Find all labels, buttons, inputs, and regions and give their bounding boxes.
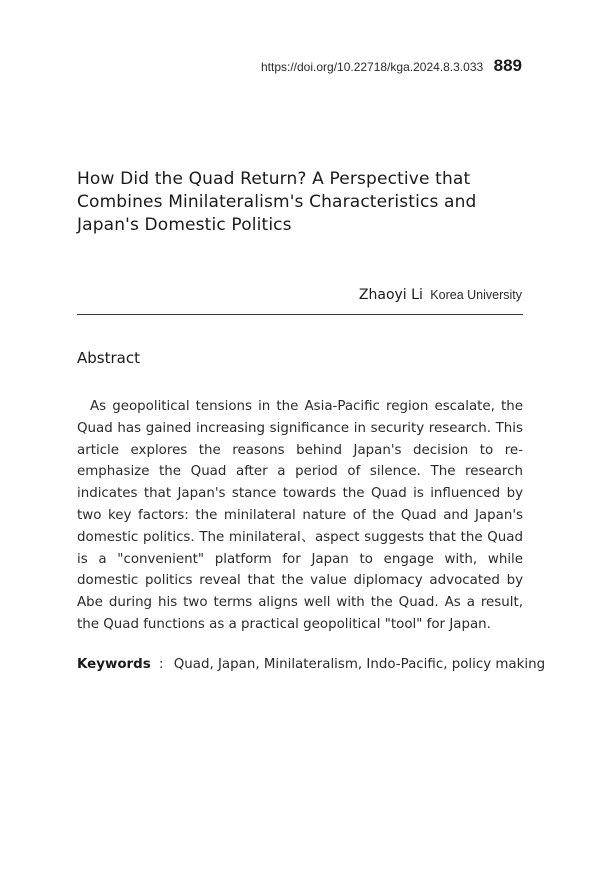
keywords-separator: : [158,657,164,672]
keywords-line [77,657,546,672]
keywords-values: Quad, Japan, Minilateralism, Indo-Pacific, policy making [173,657,546,672]
page-number: 889 [493,56,522,75]
abstract-body: As geopolitical tensions in the Asia-Pacific region escalate, the Quad has gained increasing significance in security research. This article explores the reasons behind Japan's decision to re-emphasize the Quad after a period of silence. The research indicates that Japan's stance towards the Quad is influenced by two key factors: the minilateral nature of the Quad and Japan's domestic politics. The minilateral、aspect suggests that the Quad is a "convenient" platform for Japan to engage with, while domestic politics reveal that the value diplomacy advocated by Abe during his two terms aligns well with the Quad. As a result, the Quad functions as a practical geopolitical "tool" for Japan. [77,399,523,632]
doi-link[interactable]: https://doi.org/10.22718/kga.2024.8.3.033 [260,60,484,74]
author-affiliation: Korea University [430,288,522,302]
abstract-heading: Abstract [77,349,140,367]
author-line [82,286,522,304]
keywords-label: Keywords [77,657,151,672]
article-title: How Did the Quad Return? A Perspective that Combines Minilateralism's Characteristics and Japan's Domestic Politics [77,169,477,235]
page-header [82,56,522,76]
divider-line [77,314,523,315]
author-name: Zhaoyi Li [358,287,423,303]
